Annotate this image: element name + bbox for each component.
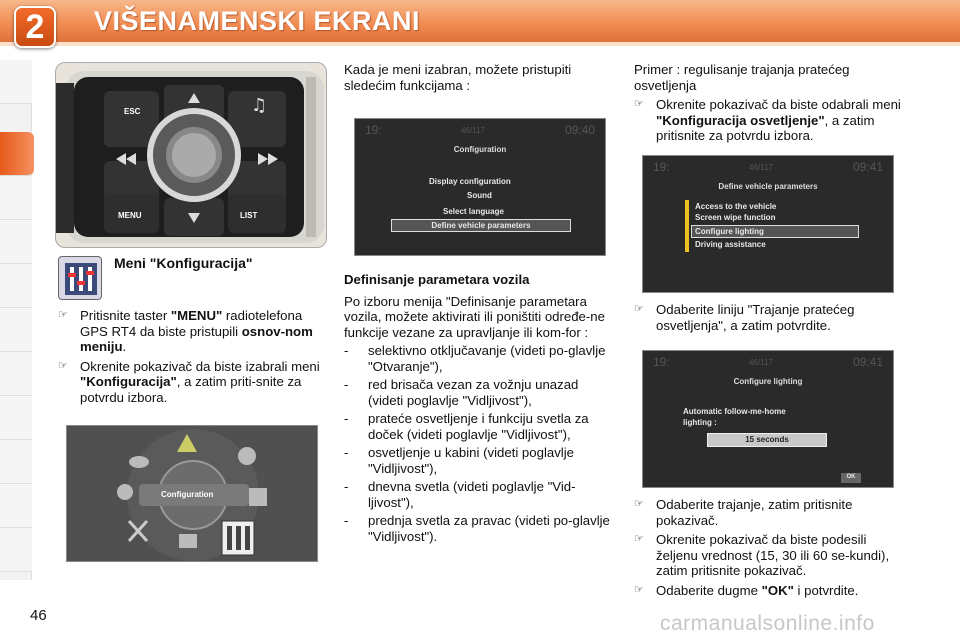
list-item: - dnevna svetla (videti poglavlje "Vid-ljivost"),: [344, 479, 576, 510]
intro-text: Kada je meni izabran, možete pristupiti sledećim funkcijama :: [344, 62, 572, 93]
configuration-menu-icon: [58, 256, 102, 300]
section-heading: Definisanje parametara vozila: [344, 272, 530, 287]
chapter-tab[interactable]: [0, 440, 32, 484]
chapter-tab[interactable]: [0, 176, 32, 220]
configure-lighting-screen: [642, 350, 894, 488]
page-number: 46: [30, 607, 47, 624]
configuration-screen: [354, 118, 606, 256]
chapter-tab[interactable]: [0, 528, 32, 572]
menu-item-selected[interactable]: Configure lighting: [691, 225, 859, 238]
list-item: - selektivno otključavanje (videti po-glavlje "Otvaranje"),: [344, 343, 606, 374]
chapter-tab[interactable]: [0, 220, 32, 264]
watermark: carmanualsonline.info: [660, 612, 875, 635]
hand-pointer-icon: ☞: [634, 98, 644, 110]
chapter-tab[interactable]: [0, 352, 32, 396]
hand-pointer-icon: ☞: [634, 498, 644, 510]
vehicle-parameters-screen: [642, 155, 894, 293]
instruction-select-lighting: ☞ Okrenite pokazivač da biste odabrali meni "Konfiguracija osvetljenje", a zatim pritisnite za potvrdu izbora.: [634, 97, 901, 143]
list-item: - prateće osvetljenje i funkciju svetla za doček (videti poglavlje "Vidljivost"),: [344, 411, 589, 442]
menu-item[interactable]: Driving assistance: [695, 240, 766, 249]
menu-item[interactable]: Select language: [443, 207, 504, 216]
instruction-press-ok: ☞ Odaberite dugme "OK" i potvrdite.: [634, 582, 859, 598]
menu-item-selected[interactable]: Define vehicle parameters: [391, 219, 571, 232]
list-item: - red brisača vezan za vožnju unazad (videti poglavlje "Vidljivost"),: [344, 377, 579, 408]
menu-item[interactable]: Sound: [467, 191, 492, 200]
duration-value[interactable]: 15 seconds: [707, 433, 827, 447]
instruction-select-config: ☞ Okrenite pokazivač da biste izabrali meni "Konfiguracija", a zatim priti-snite za potvrdu izbora.: [58, 358, 320, 405]
chapter-tab[interactable]: [0, 484, 32, 528]
column-right-bottom: [634, 497, 906, 602]
example-intro: Primer : regulisanje trajanja pratećeg osvetljenja: [634, 62, 850, 93]
hand-pointer-icon: ☞: [634, 583, 644, 596]
setting-label: lighting :: [683, 418, 717, 427]
screen-title: Configure lighting: [733, 377, 803, 386]
list-item: - osvetljenje u kabini (videti poglavlje "Vidljivost"),: [344, 445, 574, 476]
screen-title: Configuration: [453, 145, 507, 154]
list-item: - prednja svetla za pravac (videti po-glavlje "Vidljivost").: [344, 513, 610, 544]
chapter-tab[interactable]: [0, 308, 32, 352]
column-middle: [344, 62, 616, 93]
instruction-set-value: ☞ Okrenite pokazivač da biste podesili željenu vrednost (15, 30 ili 60 se-kundi), zatim pritisnite pokazivač.: [634, 532, 890, 578]
status-bar: 19: 46/117 09:41: [653, 355, 883, 369]
hand-pointer-icon: ☞: [58, 359, 68, 372]
status-bar: 19: 46/117 09:41: [653, 160, 883, 174]
section-paragraph: Po izboru menija "Definisanje parametara vozila, možete aktivirati ili poništiti određe-ne funkcije vezane za upravljanje ili kom-for :: [344, 293, 605, 340]
chapter-tab[interactable]: [0, 396, 32, 440]
column-left: [58, 308, 326, 409]
instruction-choose-duration: ☞ Odaberite trajanje, zatim pritisnite pokazivač.: [634, 497, 853, 528]
hand-pointer-icon: ☞: [634, 303, 644, 315]
menu-item[interactable]: Access to the vehicle: [695, 202, 777, 211]
wheel-label: Configuration: [161, 490, 214, 499]
esc-key: ESC: [124, 107, 141, 116]
hand-pointer-icon: ☞: [634, 533, 644, 545]
menu-key: MENU: [118, 211, 142, 220]
page-title: VIŠENAMENSKI EKRANI: [94, 6, 421, 36]
column-middle-body: [344, 272, 616, 547]
svg-text:♫: ♫: [251, 95, 268, 116]
control-panel-illustration: [56, 63, 327, 248]
header-divider: [0, 42, 960, 46]
chapter-tab[interactable]: [0, 264, 32, 308]
instruction-press-menu: ☞ Pritisnite taster "MENU" radiotelefona GPS RT4 da biste pristupili osnov-nom meniju.: [58, 308, 313, 354]
chapter-tab-active[interactable]: [0, 132, 34, 176]
chapter-tab[interactable]: [0, 60, 32, 104]
menu-heading: Meni "Konfiguracija": [114, 255, 253, 271]
ok-button[interactable]: OK: [841, 473, 861, 483]
list-key: LIST: [240, 211, 258, 220]
column-right: [634, 62, 906, 148]
screen-title: Define vehicle parameters: [718, 182, 818, 191]
scroll-indicator: [685, 200, 689, 252]
menu-wheel-photo: [66, 425, 318, 562]
menu-item[interactable]: Display configuration: [429, 177, 511, 186]
chapter-badge: 2: [14, 6, 56, 48]
chapter-tabs: [0, 60, 32, 580]
instruction-select-line: ☞ Odaberite liniju "Trajanje pratećeg osvetljenja", a zatim potvrdite.: [634, 302, 855, 333]
setting-label: Automatic follow-me-home: [683, 407, 786, 416]
hand-pointer-icon: ☞: [58, 309, 68, 321]
column-right-mid: [634, 302, 906, 337]
control-panel-photo: [55, 62, 327, 248]
menu-item[interactable]: Screen wipe function: [695, 213, 776, 222]
status-bar: 19: 46/117 09:40: [365, 123, 595, 137]
